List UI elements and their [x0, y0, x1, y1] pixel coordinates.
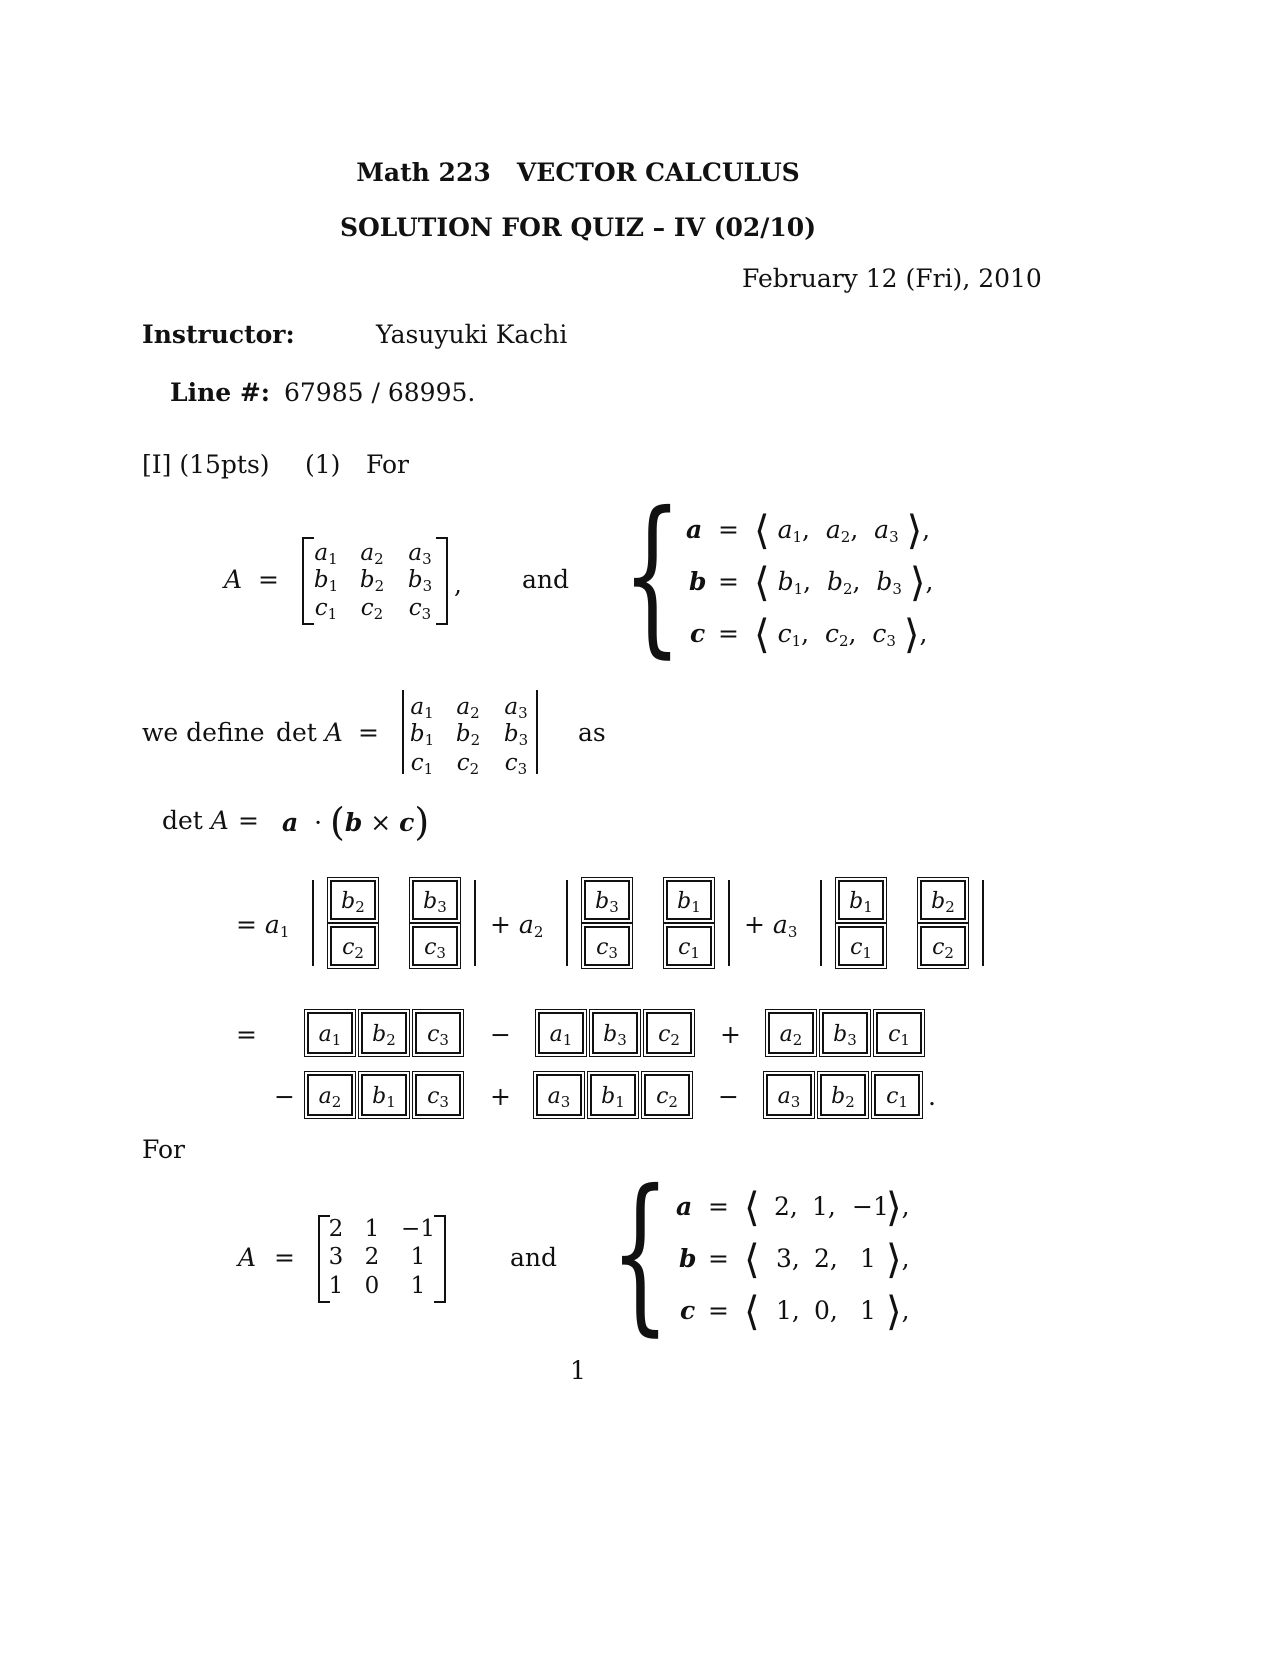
course-name: VECTOR CALCULUS	[516, 158, 800, 187]
and-word-2: and	[510, 1243, 558, 1272]
det-a-label-2: det A	[162, 806, 229, 835]
line-value: 67985 / 68995.	[284, 378, 476, 407]
as-word: as	[578, 718, 606, 747]
and-word-1: and	[522, 565, 570, 594]
equals-sign: =	[258, 565, 279, 594]
matrix-a-symbol: A	[224, 565, 243, 594]
problem-part: (1)	[305, 450, 341, 479]
left-brace: {	[622, 476, 682, 674]
instructor-label: Instructor:	[142, 320, 295, 349]
problem-label: [I] (15pts)	[142, 450, 270, 479]
instructor-name: Yasuyuki Kachi	[376, 320, 568, 349]
document-date: February 12 (Fri), 2010	[742, 264, 1042, 293]
det-a-label: det A	[276, 718, 343, 747]
we-define-text: we define	[142, 718, 265, 747]
line-label: Line #:	[170, 378, 271, 407]
right-bracket	[436, 537, 448, 625]
course-title	[356, 158, 799, 187]
course-number: Math 223	[356, 158, 491, 187]
document-subtitle: SOLUTION FOR QUIZ – IV (02/10)	[339, 213, 817, 242]
problem-intro: For	[366, 450, 409, 479]
page-number: 1	[570, 1356, 586, 1385]
for-word: For	[142, 1135, 185, 1164]
triple-product: a · (b × c)	[282, 800, 430, 844]
